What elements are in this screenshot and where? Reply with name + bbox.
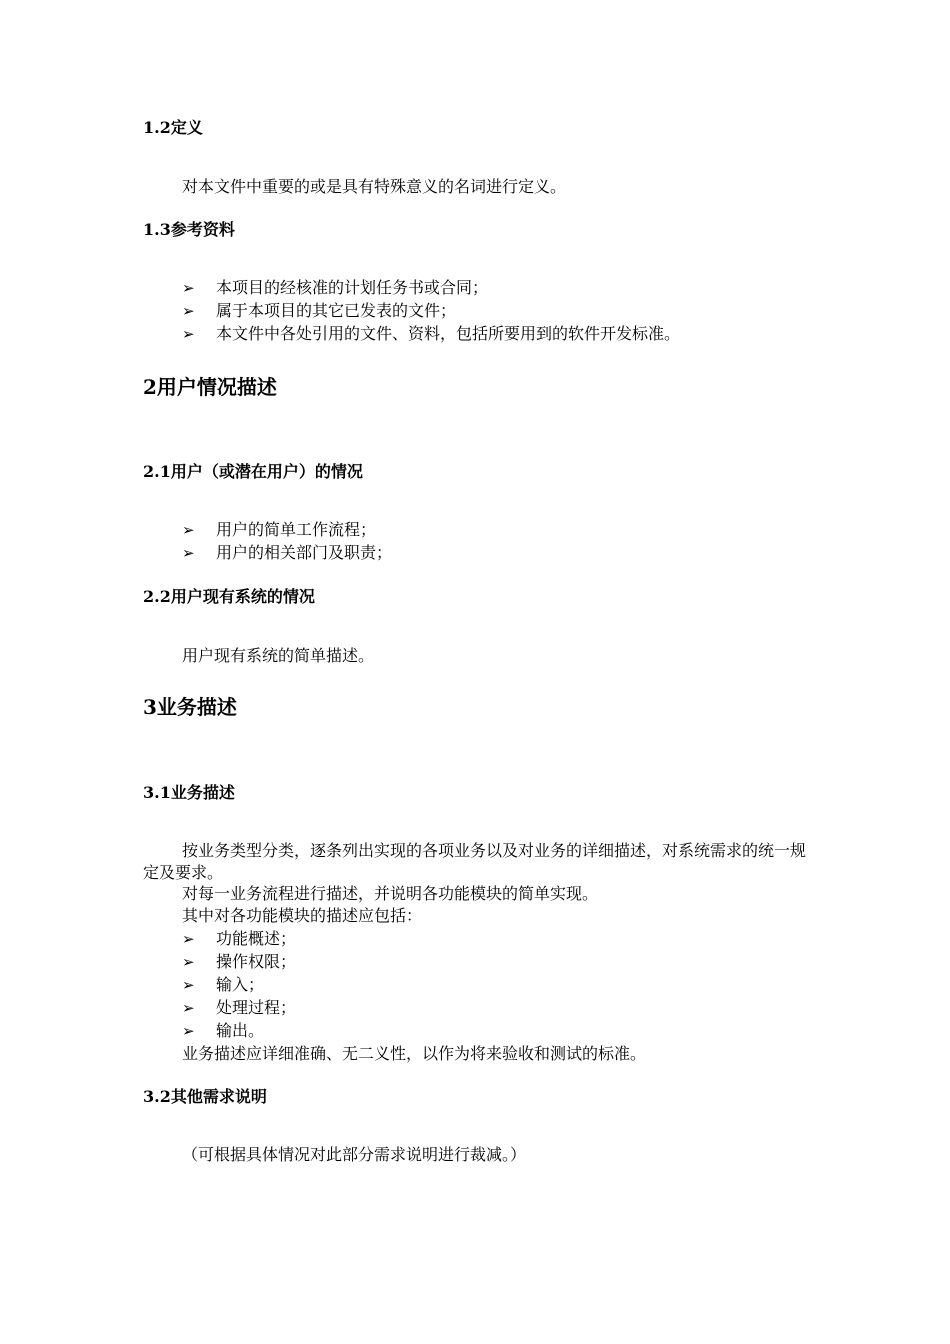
- list-item: ➢ 输出。: [182, 1021, 265, 1040]
- arrow-bullet-icon: ➢: [182, 544, 195, 562]
- list-item: ➢ 本文件中各处引用的文件、资料，包括所要用到的软件开发标准。: [182, 324, 681, 343]
- arrow-bullet-icon: ➢: [182, 302, 195, 320]
- arrow-bullet-icon: ➢: [182, 999, 195, 1017]
- paragraph-existing-system: 用户现有系统的简单描述。: [182, 646, 375, 665]
- chapter-heading-3: 3业务描述: [143, 695, 237, 719]
- list-item: ➢ 本项目的经核准的计划任务书或合同；: [182, 278, 489, 297]
- list-item: ➢ 处理过程；: [182, 998, 297, 1017]
- section-heading-2-2: 2.2用户现有系统的情况: [143, 587, 315, 606]
- list-item: ➢ 用户的简单工作流程；: [182, 520, 377, 539]
- arrow-bullet-icon: ➢: [182, 279, 195, 297]
- arrow-bullet-icon: ➢: [182, 1022, 195, 1040]
- arrow-bullet-icon: ➢: [182, 953, 195, 971]
- paragraph-definition: 对本文件中重要的或是具有特殊意义的名词进行定义。: [182, 177, 567, 196]
- section-heading-3-2: 3.2其他需求说明: [143, 1087, 267, 1106]
- paragraph-module-intro: 其中对各功能模块的描述应包括：: [182, 906, 423, 925]
- arrow-bullet-icon: ➢: [182, 521, 195, 539]
- list-item: ➢ 输入；: [182, 975, 265, 994]
- paragraph-business-flow: 对每一业务流程进行描述，并说明各功能模块的简单实现。: [182, 884, 599, 903]
- arrow-bullet-icon: ➢: [182, 325, 195, 343]
- section-heading-1-3: 1.3参考资料: [143, 220, 235, 239]
- paragraph-accuracy: 业务描述应详细准确、无二义性，以作为将来验收和测试的标准。: [182, 1044, 647, 1063]
- section-heading-1-2: 1.2定义: [143, 118, 203, 137]
- chapter-heading-2: 2用户情况描述: [143, 375, 277, 399]
- paragraph-other-requirements: （可根据具体情况对此部分需求说明进行裁减。）: [182, 1145, 527, 1164]
- list-item: ➢ 用户的相关部门及职责；: [182, 543, 393, 562]
- section-heading-2-1: 2.1用户（或潜在用户）的情况: [143, 462, 363, 481]
- arrow-bullet-icon: ➢: [182, 930, 195, 948]
- section-heading-3-1: 3.1业务描述: [143, 783, 235, 802]
- list-item: ➢ 功能概述；: [182, 929, 297, 948]
- paragraph-business-types: 按业务类型分类，逐条列出实现的各项业务以及对业务的详细描述，对系统需求的统一规定及要求。: [143, 841, 807, 882]
- list-item: ➢ 属于本项目的其它已发表的文件；: [182, 301, 457, 320]
- arrow-bullet-icon: ➢: [182, 976, 195, 994]
- list-item: ➢ 操作权限；: [182, 952, 297, 971]
